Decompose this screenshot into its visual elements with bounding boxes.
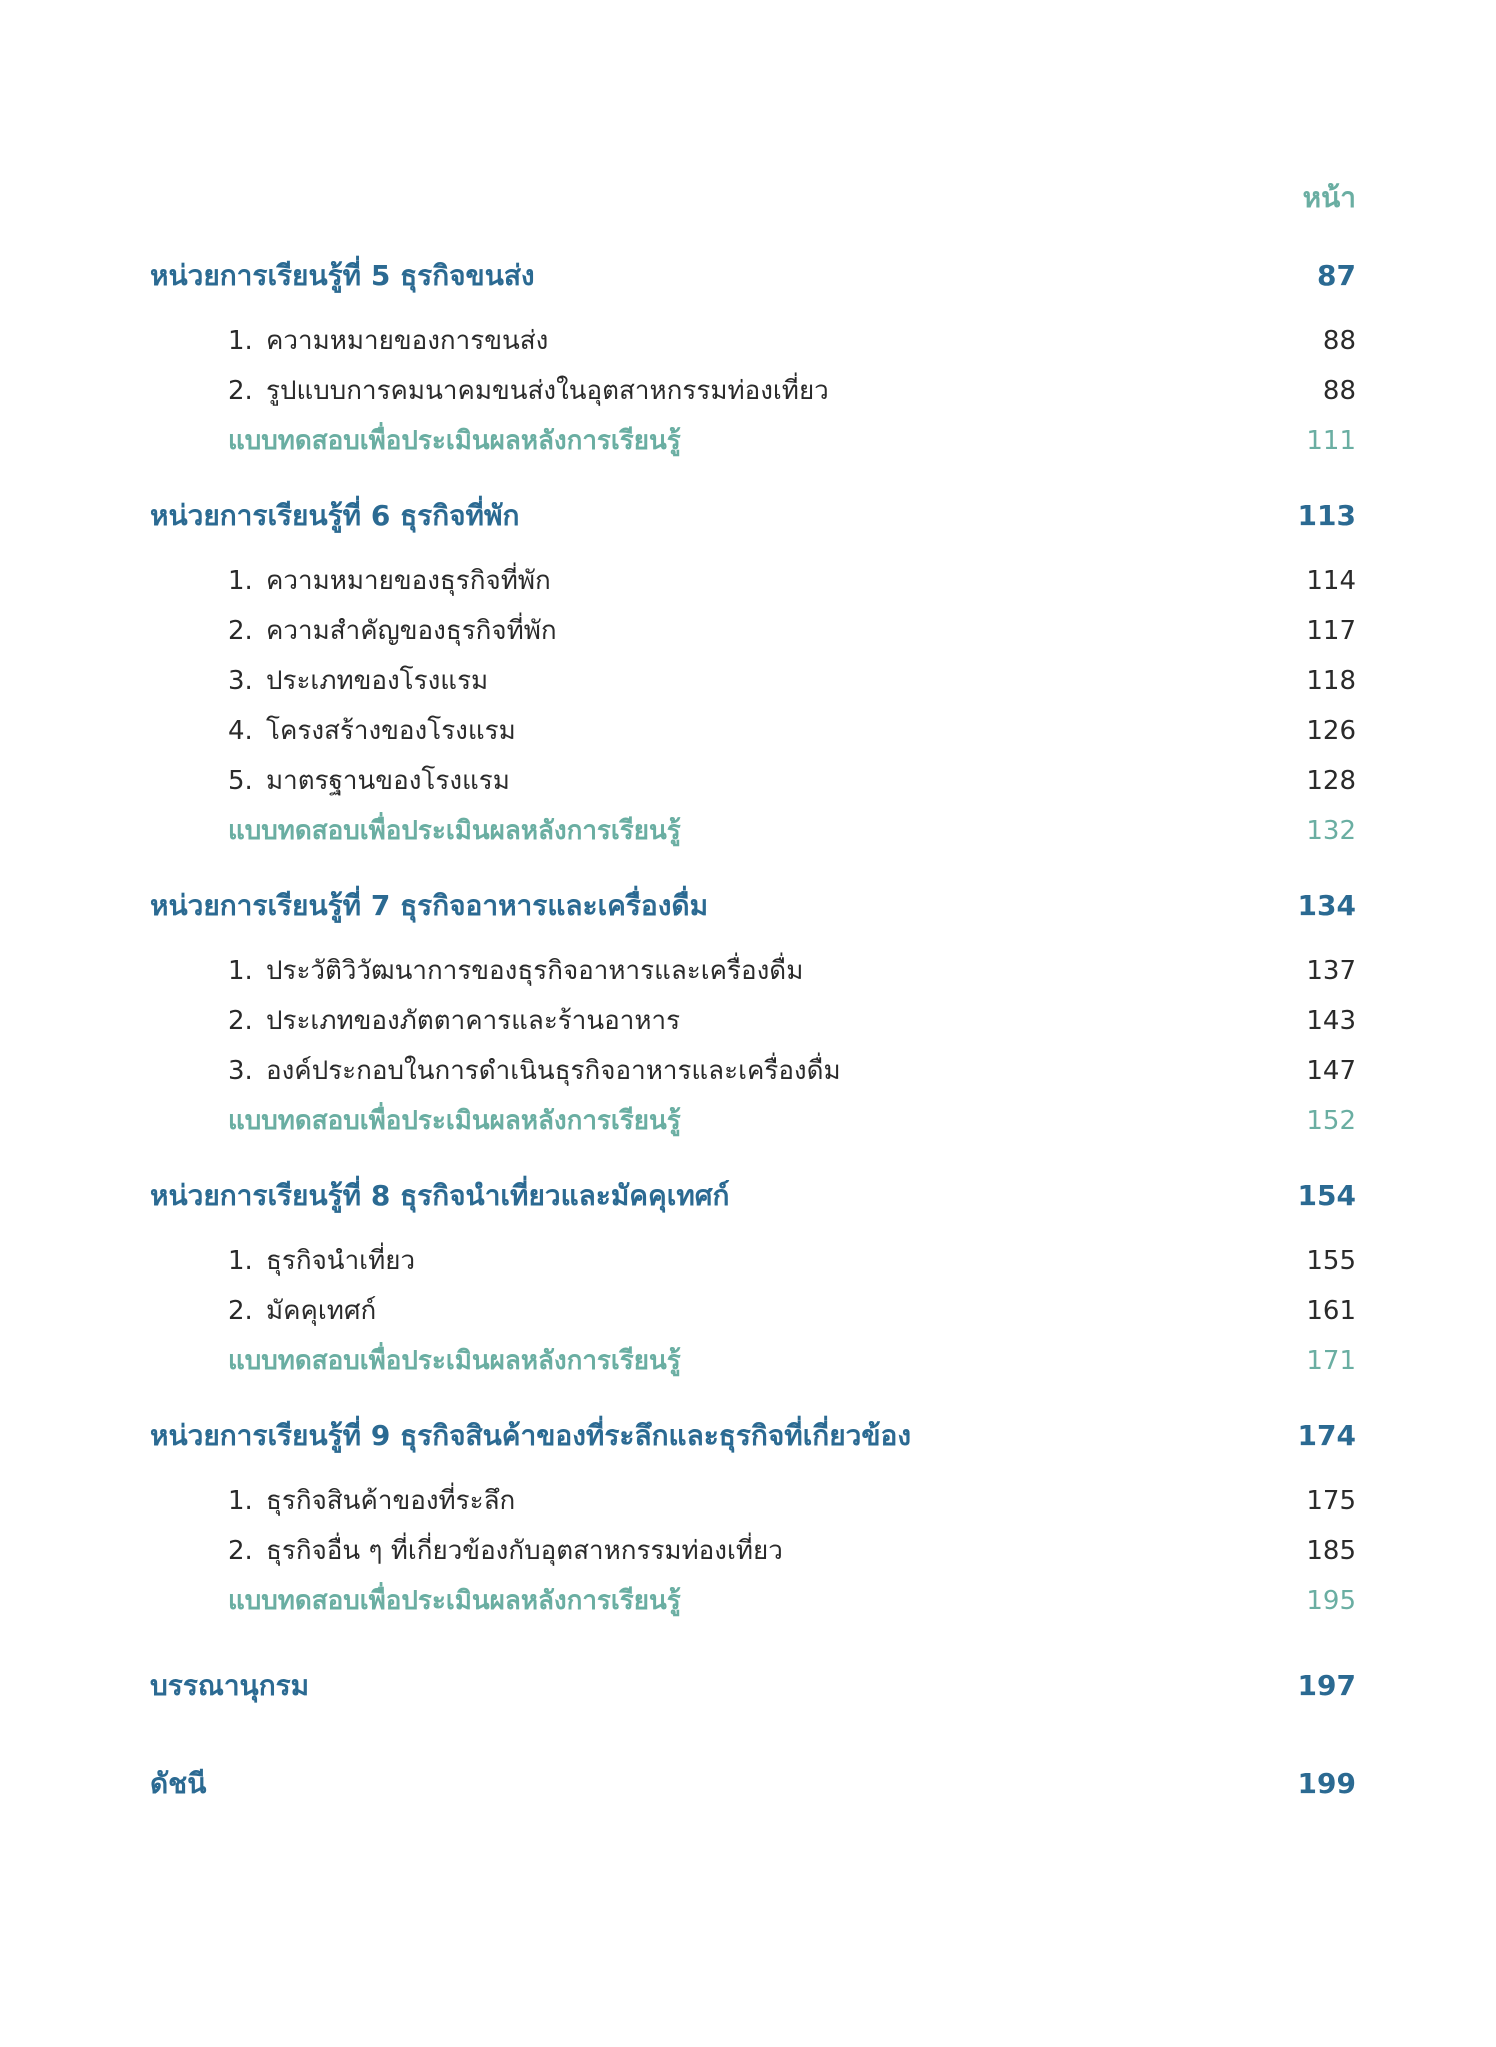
toc-item[interactable]: [228, 706, 1356, 756]
unit-title: หน่วยการเรียนรู้ที่ 8 ธุรกิจนำเที่ยวและมัคคุเทศก์: [150, 1179, 730, 1212]
item-number: 1.: [228, 956, 253, 986]
toc-test-item[interactable]: [228, 1096, 1356, 1146]
item-page: 161: [1306, 1296, 1356, 1326]
item-page: 88: [1322, 376, 1356, 406]
unit-page: 174: [1297, 1419, 1356, 1452]
item-page: 114: [1306, 566, 1356, 596]
bibliography-entry[interactable]: [150, 1660, 1356, 1712]
item-page: 126: [1306, 716, 1356, 746]
toc-item[interactable]: [228, 316, 1356, 366]
toc-item[interactable]: [228, 1046, 1356, 1096]
toc-test-item[interactable]: [228, 416, 1356, 466]
item-text: ประเภทของโรงแรม: [266, 666, 489, 696]
toc-item[interactable]: [228, 556, 1356, 606]
unit-6: [150, 490, 1356, 856]
toc-item[interactable]: [228, 996, 1356, 1046]
item-number: 1.: [228, 1486, 253, 1516]
unit-heading[interactable]: [150, 1170, 1356, 1222]
unit-items: [150, 316, 1356, 466]
item-number: 2.: [228, 1296, 253, 1326]
unit-title: หน่วยการเรียนรู้ที่ 5 ธุรกิจขนส่ง: [150, 259, 535, 292]
table-of-contents: [150, 250, 1356, 1810]
test-page: 171: [1306, 1346, 1356, 1376]
unit-heading[interactable]: [150, 250, 1356, 302]
unit-7: [150, 880, 1356, 1146]
item-page: 88: [1322, 326, 1356, 356]
toc-item[interactable]: [228, 1236, 1356, 1286]
item-text: มัคคุเทศก์: [266, 1296, 377, 1326]
unit-heading[interactable]: [150, 490, 1356, 542]
item-page: 185: [1306, 1536, 1356, 1566]
item-text: ประเภทของภัตตาคารและร้านอาหาร: [266, 1006, 681, 1036]
unit-page: 113: [1297, 499, 1356, 532]
unit-9: [150, 1410, 1356, 1626]
index-title: ดัชนี: [150, 1767, 207, 1800]
item-number: 2.: [228, 616, 253, 646]
toc-item[interactable]: [228, 1476, 1356, 1526]
unit-items: [150, 556, 1356, 856]
test-text: แบบทดสอบเพื่อประเมินผลหลังการเรียนรู้: [228, 816, 681, 846]
item-page: 118: [1306, 666, 1356, 696]
toc-test-item[interactable]: [228, 1336, 1356, 1386]
unit-heading[interactable]: [150, 880, 1356, 932]
test-page: 195: [1306, 1586, 1356, 1616]
item-number: 5.: [228, 766, 253, 796]
item-text: ประวัติวิวัฒนาการของธุรกิจอาหารและเครื่องดื่ม: [266, 956, 804, 986]
item-number: 1.: [228, 566, 253, 596]
item-number: 3.: [228, 666, 253, 696]
toc-item[interactable]: [228, 946, 1356, 996]
index-page: 199: [1297, 1767, 1356, 1800]
toc-item[interactable]: [228, 1526, 1356, 1576]
item-text: ความหมายของการขนส่ง: [266, 326, 549, 356]
unit-items: [150, 1236, 1356, 1386]
item-text: ธุรกิจอื่น ๆ ที่เกี่ยวข้องกับอุตสาหกรรมท่องเที่ยว: [266, 1536, 783, 1566]
item-text: มาตรฐานของโรงแรม: [266, 766, 510, 796]
item-page: 147: [1306, 1056, 1356, 1086]
toc-test-item[interactable]: [228, 1576, 1356, 1626]
test-text: แบบทดสอบเพื่อประเมินผลหลังการเรียนรู้: [228, 1106, 681, 1136]
toc-item[interactable]: [228, 1286, 1356, 1336]
item-number: 2.: [228, 376, 253, 406]
item-page: 143: [1306, 1006, 1356, 1036]
test-text: แบบทดสอบเพื่อประเมินผลหลังการเรียนรู้: [228, 426, 681, 456]
item-text: ความสำคัญของธุรกิจที่พัก: [266, 616, 557, 646]
item-number: 1.: [228, 1246, 253, 1276]
page-column-label: หน้า: [1302, 181, 1356, 214]
item-page: 128: [1306, 766, 1356, 796]
unit-items: [150, 946, 1356, 1146]
unit-page: 87: [1317, 259, 1356, 292]
bibliography-title: บรรณานุกรม: [150, 1669, 310, 1702]
index-entry[interactable]: [150, 1758, 1356, 1810]
toc-item[interactable]: [228, 656, 1356, 706]
toc-test-item[interactable]: [228, 806, 1356, 856]
toc-item[interactable]: [228, 606, 1356, 656]
item-page: 137: [1306, 956, 1356, 986]
item-number: 4.: [228, 716, 253, 746]
item-number: 2.: [228, 1006, 253, 1036]
test-page: 152: [1306, 1106, 1356, 1136]
bibliography-page: 197: [1297, 1669, 1356, 1702]
test-page: 132: [1306, 816, 1356, 846]
unit-items: [150, 1476, 1356, 1626]
test-text: แบบทดสอบเพื่อประเมินผลหลังการเรียนรู้: [228, 1586, 681, 1616]
item-page: 175: [1306, 1486, 1356, 1516]
unit-5: [150, 250, 1356, 466]
item-text: องค์ประกอบในการดำเนินธุรกิจอาหารและเครื่องดื่ม: [266, 1056, 841, 1086]
toc-item[interactable]: [228, 756, 1356, 806]
unit-title: หน่วยการเรียนรู้ที่ 9 ธุรกิจสินค้าของที่ระลึกและธุรกิจที่เกี่ยวข้อง: [150, 1419, 911, 1452]
item-text: โครงสร้างของโรงแรม: [266, 716, 516, 746]
unit-page: 134: [1297, 889, 1356, 922]
test-page: 111: [1306, 426, 1356, 456]
unit-title: หน่วยการเรียนรู้ที่ 6 ธุรกิจที่พัก: [150, 499, 520, 532]
toc-item[interactable]: [228, 366, 1356, 416]
item-page: 117: [1306, 616, 1356, 646]
unit-title: หน่วยการเรียนรู้ที่ 7 ธุรกิจอาหารและเครื่องดื่ม: [150, 889, 709, 922]
unit-page: 154: [1297, 1179, 1356, 1212]
item-text: ธุรกิจนำเที่ยว: [266, 1246, 416, 1276]
item-number: 2.: [228, 1536, 253, 1566]
unit-8: [150, 1170, 1356, 1386]
test-text: แบบทดสอบเพื่อประเมินผลหลังการเรียนรู้: [228, 1346, 681, 1376]
item-page: 155: [1306, 1246, 1356, 1276]
item-text: รูปแบบการคมนาคมขนส่งในอุตสาหกรรมท่องเที่ยว: [266, 376, 829, 406]
item-text: ธุรกิจสินค้าของที่ระลึก: [266, 1486, 516, 1516]
item-number: 1.: [228, 326, 253, 356]
item-number: 3.: [228, 1056, 253, 1086]
unit-heading[interactable]: [150, 1410, 1356, 1462]
item-text: ความหมายของธุรกิจที่พัก: [266, 566, 551, 596]
